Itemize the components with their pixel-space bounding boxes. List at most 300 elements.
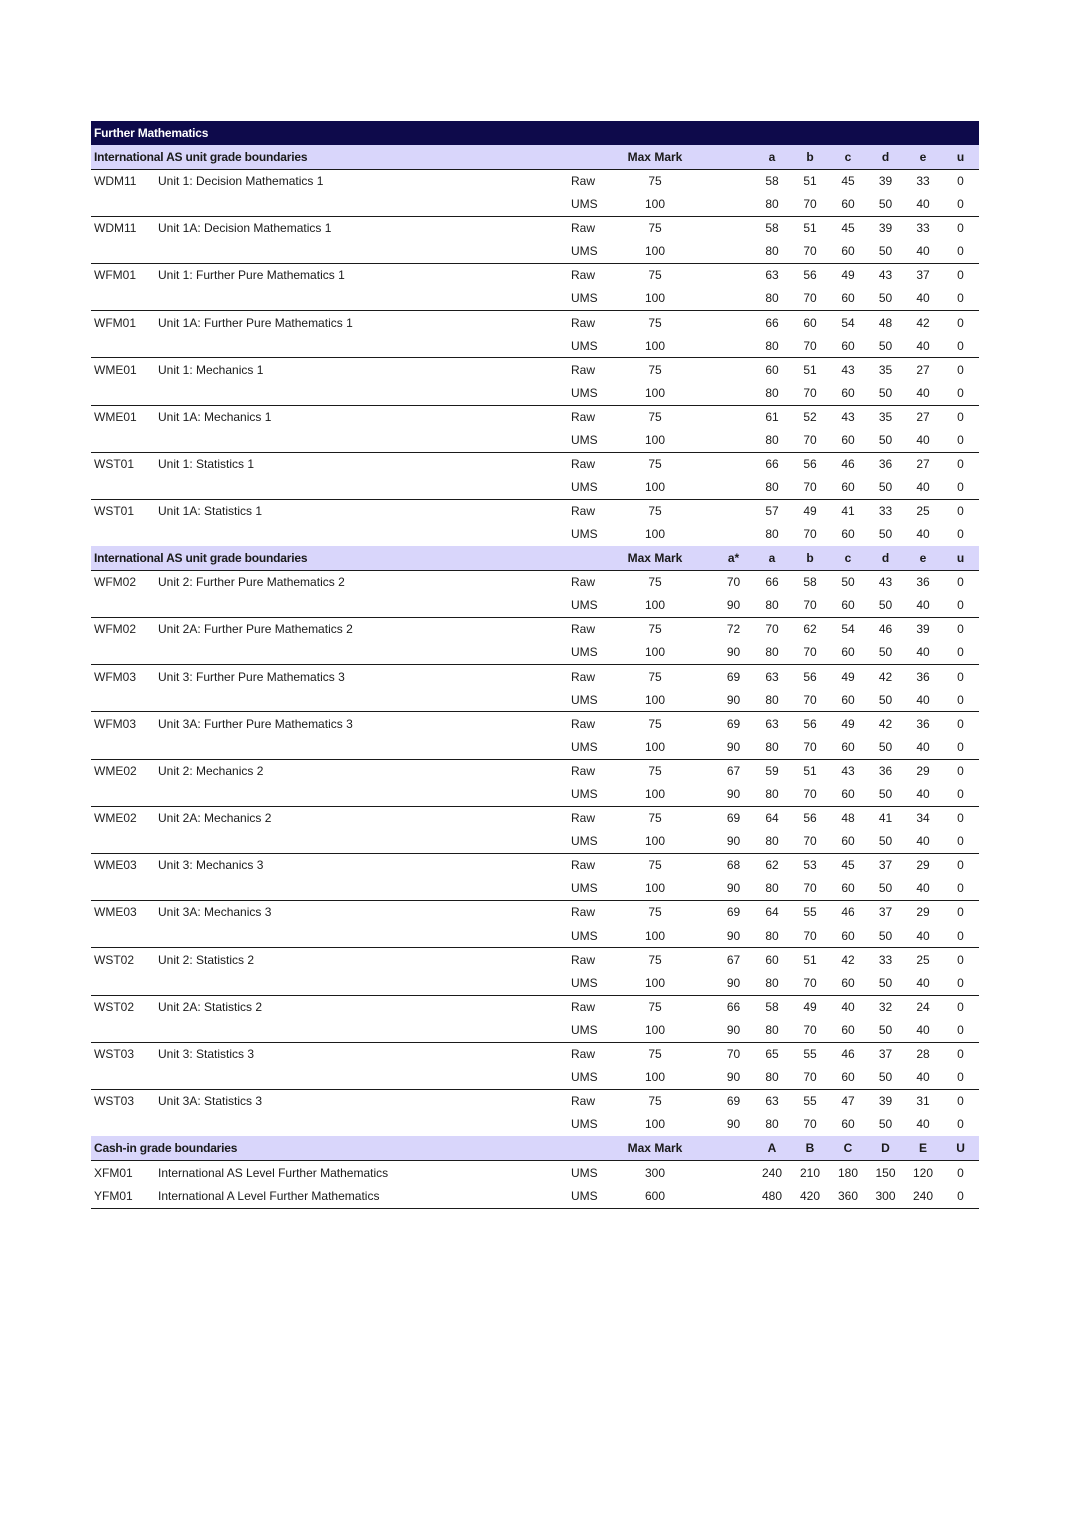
unit-name: Unit 3: Statistics 3: [158, 1047, 255, 1061]
grade-value: 0: [957, 716, 964, 731]
grade-value: [714, 523, 753, 547]
max-mark: 100: [610, 475, 700, 499]
unit-name: Unit 3A: Mechanics 3: [158, 905, 272, 920]
table-row: [91, 1089, 979, 1112]
section-heading: International AS unit grade boundaries: [91, 145, 610, 169]
max-mark: 100: [610, 1018, 700, 1042]
grade-boundaries-sheet: [91, 121, 979, 1209]
grade-value: 55: [803, 1047, 817, 1061]
grade-value: 240: [761, 1165, 783, 1180]
empty-cell: [158, 688, 571, 712]
grade-value: 0: [942, 829, 979, 853]
grade-value: 60: [803, 315, 817, 330]
grade-header: [714, 1136, 753, 1160]
grade-value: 60: [829, 593, 867, 617]
grade-value: 40: [916, 1117, 930, 1132]
section-heading: Cash-in grade boundaries: [91, 1136, 610, 1160]
table-row: [91, 239, 979, 263]
grade-value: 80: [753, 735, 791, 759]
unit-code: WME01: [94, 409, 137, 424]
grade-value: 50: [867, 334, 904, 358]
grade-value: 80: [753, 381, 791, 405]
empty-cell: [91, 287, 158, 311]
spacer: [700, 901, 714, 924]
grade-value: 70: [791, 239, 829, 263]
grade-value: 0: [957, 527, 964, 542]
grade-value: 40: [904, 287, 942, 311]
unit-code: WDM11: [94, 173, 137, 188]
grade-value: 90: [714, 924, 753, 948]
max-mark: 75: [648, 763, 662, 778]
mark-type: Raw: [571, 575, 596, 590]
grade-value: 66: [726, 999, 741, 1014]
max-mark: 75: [648, 221, 662, 236]
grade-value: 60: [829, 641, 867, 665]
table-row: [91, 829, 979, 853]
grade-value: 69: [726, 1094, 741, 1109]
grade-value: 70: [791, 782, 829, 806]
mark-type: UMS: [571, 334, 610, 358]
grade-value: 33: [878, 504, 893, 519]
grade-value: 90: [714, 971, 753, 995]
grade-value: 48: [878, 315, 893, 330]
table-row: [91, 500, 979, 523]
table-row: [91, 428, 979, 452]
grade-value: 0: [957, 173, 964, 188]
grade-value: 0: [942, 428, 979, 452]
empty-cell: [158, 428, 571, 452]
grade-value: 24: [916, 999, 930, 1014]
grade-value: 53: [803, 858, 817, 873]
grade-value: [714, 287, 753, 311]
grade-value: 70: [791, 735, 829, 759]
grade-value: 35: [878, 409, 893, 424]
mark-type: UMS: [571, 1117, 598, 1132]
grade-value: 70: [791, 475, 829, 499]
grade-value: 60: [829, 735, 867, 759]
grade-value: [714, 169, 753, 192]
grade-value: 80: [753, 593, 791, 617]
spacer: [700, 428, 714, 452]
mark-type: UMS: [571, 1065, 610, 1089]
grade-value: [714, 216, 753, 239]
spacer: [700, 216, 714, 239]
spacer: [700, 712, 714, 735]
unit-name: Unit 3A: Further Pure Mathematics 3: [158, 716, 353, 731]
mark-type: UMS: [571, 971, 610, 995]
unit-code: WFM03: [94, 716, 136, 731]
grade-value: 36: [916, 575, 930, 590]
grade-value: 480: [753, 1185, 791, 1209]
grade-header: a: [753, 546, 791, 570]
grade-value: 43: [878, 268, 893, 283]
max-mark: 100: [610, 287, 700, 311]
grade-value: 90: [714, 1065, 753, 1089]
grade-value: 90: [714, 735, 753, 759]
grade-value: 90: [714, 782, 753, 806]
grade-value: 40: [904, 735, 942, 759]
grade-value: 40: [904, 334, 942, 358]
grade-header: A: [753, 1136, 791, 1160]
mark-type: UMS: [571, 1018, 610, 1042]
grade-value: 41: [841, 504, 855, 519]
grade-value: 60: [829, 287, 867, 311]
spacer: [700, 334, 714, 358]
table-row: [91, 688, 979, 712]
grade-value: 0: [957, 1047, 964, 1061]
grade-value: 39: [878, 173, 893, 188]
grade-value: [714, 381, 753, 405]
grade-value: 0: [942, 735, 979, 759]
spacer: [700, 688, 714, 712]
grade-value: 0: [957, 457, 964, 472]
grade-value: 61: [765, 409, 779, 424]
grade-value: 60: [765, 362, 779, 377]
table-row: [91, 735, 979, 759]
grade-value: 66: [765, 315, 779, 330]
grade-value: 80: [765, 527, 779, 542]
grade-value: 120: [912, 1165, 934, 1180]
grade-value: 70: [791, 829, 829, 853]
spacer: [700, 452, 714, 475]
grade-value: 56: [803, 669, 817, 684]
grade-value: 60: [829, 924, 867, 948]
grade-value: 0: [942, 593, 979, 617]
grade-value: 29: [916, 905, 930, 920]
spacer: [700, 665, 714, 688]
grade-value: 50: [867, 735, 904, 759]
unit-name: Unit 2A: Statistics 2: [158, 999, 263, 1014]
table-row: [91, 1018, 979, 1042]
grade-value: 90: [714, 1018, 753, 1042]
grade-value: 80: [753, 877, 791, 901]
grade-value: 0: [942, 641, 979, 665]
grade-value: 69: [726, 905, 741, 920]
mark-type: Raw: [571, 268, 596, 283]
empty-cell: [91, 192, 158, 216]
mark-type: Raw: [571, 1047, 596, 1061]
grade-value: 0: [942, 782, 979, 806]
grade-value: 63: [765, 268, 779, 283]
grade-value: 0: [957, 315, 964, 330]
grade-value: 51: [803, 362, 817, 377]
grade-value: 46: [841, 1047, 855, 1061]
max-mark: 75: [648, 1047, 662, 1061]
empty-cell: [158, 334, 571, 358]
spacer: [700, 924, 714, 948]
spacer: [700, 948, 714, 971]
grade-value: 40: [904, 782, 942, 806]
grade-value: 49: [841, 716, 855, 731]
table-row: [91, 264, 979, 287]
grade-value: 62: [765, 858, 779, 873]
grade-value: 0: [942, 475, 979, 499]
mark-type: UMS: [571, 428, 610, 452]
grade-value: 80: [753, 475, 791, 499]
empty-cell: [158, 523, 571, 547]
grade-value: [714, 405, 753, 428]
sheet-title-row: [91, 121, 979, 145]
table-row: [91, 712, 979, 735]
unit-code: YFM01: [91, 1185, 158, 1209]
grade-value: 49: [841, 268, 855, 283]
grade-value: 36: [878, 763, 893, 778]
unit-code: WST02: [94, 999, 135, 1014]
grade-value: 63: [765, 716, 779, 731]
unit-code: WST01: [94, 504, 135, 519]
grade-header: d: [867, 546, 904, 570]
grade-value: 70: [791, 381, 829, 405]
empty-cell: [91, 239, 158, 263]
max-mark: 600: [610, 1185, 700, 1209]
empty-cell: [158, 1112, 571, 1136]
empty-cell: [158, 1018, 571, 1042]
grade-value: 64: [765, 811, 779, 826]
grade-value: [714, 475, 753, 499]
grade-value: 70: [791, 1018, 829, 1042]
grade-value: 37: [878, 905, 893, 920]
table-row: [91, 405, 979, 428]
unit-code: WST02: [94, 952, 135, 967]
unit-code: WFM03: [94, 669, 136, 684]
mark-type: Raw: [571, 457, 596, 472]
grade-header: b: [791, 145, 829, 169]
grade-value: 0: [942, 192, 979, 216]
unit-name: Unit 1: Statistics 1: [158, 457, 255, 472]
grade-value: 60: [829, 829, 867, 853]
grade-value: 50: [867, 971, 904, 995]
grade-value: 40: [904, 593, 942, 617]
grade-value: 45: [841, 173, 855, 188]
max-mark: 75: [648, 173, 662, 188]
max-mark: 100: [610, 641, 700, 665]
spacer: [700, 1018, 714, 1042]
grade-value: 40: [916, 527, 930, 542]
grade-value: 70: [791, 287, 829, 311]
max-mark: 75: [648, 409, 662, 424]
grade-value: 31: [916, 1094, 930, 1109]
max-mark: 75: [648, 716, 662, 731]
grade-boundaries-table: [91, 121, 979, 1209]
max-mark: 100: [610, 688, 700, 712]
grade-value: 40: [904, 688, 942, 712]
grade-value: 0: [957, 999, 964, 1014]
unit-name: Unit 3: Mechanics 3: [158, 858, 264, 873]
mark-type: UMS: [571, 475, 610, 499]
grade-value: 51: [803, 763, 817, 778]
grade-value: 60: [829, 877, 867, 901]
max-mark: 100: [610, 782, 700, 806]
grade-value: 80: [753, 641, 791, 665]
grade-value: 56: [803, 457, 817, 472]
spacer: [700, 829, 714, 853]
table-row: [91, 358, 979, 381]
grade-value: 70: [791, 334, 829, 358]
unit-name: Unit 1: Further Pure Mathematics 1: [158, 268, 345, 283]
grade-value: [714, 1160, 753, 1184]
table-row: [91, 334, 979, 358]
max-mark: 75: [648, 1094, 662, 1109]
mark-type: UMS: [571, 1185, 610, 1209]
grade-value: 0: [942, 239, 979, 263]
grade-header: E: [904, 1136, 942, 1160]
grade-value: 0: [957, 763, 964, 778]
grade-value: [714, 428, 753, 452]
table-row: [91, 216, 979, 239]
empty-cell: [91, 593, 158, 617]
grade-value: 50: [867, 381, 904, 405]
grade-value: 52: [803, 409, 817, 424]
grade-value: 0: [942, 688, 979, 712]
mark-type: Raw: [571, 315, 596, 330]
grade-value: 0: [957, 952, 964, 967]
grade-value: 60: [829, 334, 867, 358]
grade-value: 90: [714, 829, 753, 853]
grade-value: 0: [942, 971, 979, 995]
grade-value: 69: [726, 669, 741, 684]
max-mark: 100: [610, 381, 700, 405]
grade-value: 70: [791, 688, 829, 712]
max-mark-header: Max Mark: [610, 145, 700, 169]
grade-value: 0: [957, 362, 964, 377]
table-row: [91, 570, 979, 593]
unit-name: Unit 1A: Statistics 1: [158, 504, 263, 519]
grade-value: 49: [803, 999, 817, 1014]
mark-type: Raw: [571, 409, 596, 424]
grade-value: 41: [878, 811, 893, 826]
grade-value: 40: [904, 428, 942, 452]
max-mark: 100: [610, 924, 700, 948]
max-mark: 75: [648, 457, 662, 472]
grade-value: 50: [867, 475, 904, 499]
grade-value: 54: [841, 622, 855, 637]
mark-type: UMS: [571, 192, 610, 216]
grade-value: [714, 311, 753, 334]
unit-code: WME02: [94, 811, 137, 826]
empty-cell: [158, 924, 571, 948]
mark-type: UMS: [571, 239, 610, 263]
max-mark: 75: [648, 952, 662, 967]
spacer: [700, 192, 714, 216]
grade-value: [714, 358, 753, 381]
table-row: [91, 1042, 979, 1065]
spacer: [700, 239, 714, 263]
grade-value: 67: [726, 763, 741, 778]
grade-value: 40: [904, 475, 942, 499]
grade-value: 0: [942, 924, 979, 948]
grade-value: 60: [829, 971, 867, 995]
unit-name: International AS Level Further Mathematics: [158, 1165, 389, 1180]
grade-value: 40: [904, 971, 942, 995]
grade-value: 69: [726, 811, 741, 826]
grade-value: 56: [803, 268, 817, 283]
empty-cell: [91, 641, 158, 665]
grade-value: 40: [904, 381, 942, 405]
grade-value: [714, 264, 753, 287]
grade-value: 70: [765, 622, 779, 637]
empty-cell: [158, 735, 571, 759]
spacer: [700, 1089, 714, 1112]
grade-value: 47: [841, 1094, 855, 1109]
grade-value: [714, 452, 753, 475]
unit-name: Unit 1A: Mechanics 1: [158, 409, 272, 424]
grade-value: 54: [841, 315, 855, 330]
grade-value: 33: [916, 173, 930, 188]
grade-value: 56: [803, 811, 817, 826]
grade-value: 60: [829, 688, 867, 712]
table-row: [91, 381, 979, 405]
max-mark: 100: [610, 971, 700, 995]
mark-type: Raw: [571, 858, 596, 873]
grade-value: 70: [803, 1117, 817, 1132]
empty-cell: [91, 381, 158, 405]
unit-name: Unit 3A: Statistics 3: [158, 1094, 263, 1109]
table-row: [91, 854, 979, 877]
grade-value: 90: [714, 641, 753, 665]
grade-value: 51: [803, 221, 817, 236]
mark-type: UMS: [571, 381, 610, 405]
grade-value: 80: [753, 1065, 791, 1089]
grade-value: 180: [837, 1165, 859, 1180]
grade-value: 80: [753, 924, 791, 948]
grade-value: 60: [841, 527, 855, 542]
empty-cell: [158, 593, 571, 617]
empty-cell: [158, 475, 571, 499]
spacer: [700, 570, 714, 593]
spacer: [700, 169, 714, 192]
grade-value: 62: [803, 622, 817, 637]
grade-value: 0: [942, 334, 979, 358]
grade-value: 39: [878, 221, 893, 236]
table-row: [91, 475, 979, 499]
grade-value: 40: [904, 641, 942, 665]
mark-type: UMS: [571, 924, 610, 948]
grade-value: 63: [765, 669, 779, 684]
grade-value: 50: [867, 593, 904, 617]
max-mark: 75: [648, 504, 662, 519]
grade-value: 43: [841, 362, 855, 377]
table-row: [91, 1112, 979, 1136]
empty-cell: [91, 877, 158, 901]
grade-value: 68: [726, 858, 741, 873]
spacer: [700, 971, 714, 995]
grade-value: 0: [942, 381, 979, 405]
max-mark: 100: [610, 877, 700, 901]
max-mark: 75: [648, 858, 662, 873]
grade-value: 80: [753, 287, 791, 311]
spacer: [700, 618, 714, 641]
grade-header: C: [829, 1136, 867, 1160]
spacer: [700, 264, 714, 287]
empty-cell: [158, 239, 571, 263]
empty-cell: [91, 688, 158, 712]
table-row: [91, 641, 979, 665]
mark-type: UMS: [571, 735, 610, 759]
grade-value: 80: [753, 829, 791, 853]
grade-value: 49: [841, 669, 855, 684]
unit-name: Unit 2: Mechanics 2: [158, 763, 264, 778]
grade-value: 60: [829, 239, 867, 263]
grade-header: c: [829, 546, 867, 570]
unit-code: WST03: [94, 1094, 135, 1109]
grade-header: a: [753, 145, 791, 169]
grade-value: 50: [867, 829, 904, 853]
max-mark-header: Max Mark: [610, 1136, 700, 1160]
unit-code: WFM01: [94, 315, 136, 330]
max-mark: 100: [610, 735, 700, 759]
grade-value: 40: [904, 1018, 942, 1042]
empty-cell: [91, 428, 158, 452]
